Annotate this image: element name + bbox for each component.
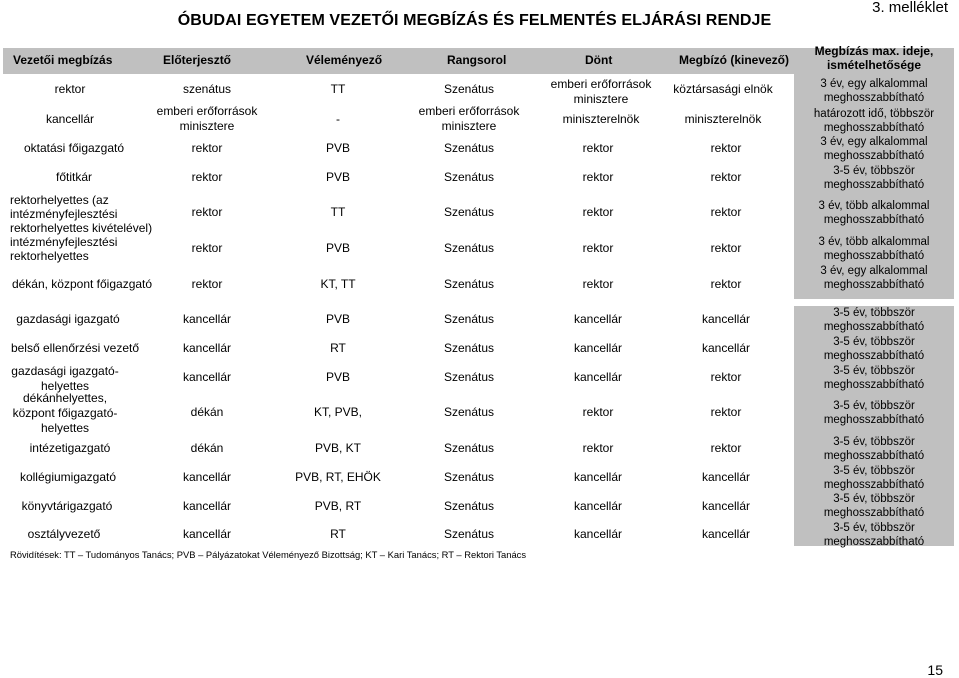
header-appointer: Megbízó (kinevező) — [679, 53, 790, 67]
cell-rh2-decider: rektor — [582, 241, 614, 255]
cell-rh1-ranker: Szenátus — [443, 205, 495, 219]
cell-line: intézményfejlesztési — [10, 235, 118, 249]
mandate-line: 3-5 év, többször — [833, 307, 915, 319]
cell-line: intézményfejlesztési — [10, 207, 118, 221]
cell-gazdh-appointer: rektor — [710, 370, 742, 384]
cell-koll-reviewer: PVB, RT, EHÖK — [295, 470, 381, 484]
mandate-fotitkar — [794, 164, 954, 192]
header-ranker: Rangsorol — [447, 53, 507, 67]
cell-gazdh-reviewer: PVB — [325, 370, 351, 384]
cell-line: rektorhelyettes kivételével) — [10, 221, 153, 235]
mandate-line: meghosszabbítható — [823, 379, 925, 391]
cell-foig-appointer: rektor — [710, 141, 742, 155]
cell-rektor-ranker: Szenátus — [443, 82, 495, 96]
header-decider: Dönt — [585, 53, 613, 67]
mandate-line: meghosszabbítható — [823, 214, 925, 226]
cell-rektor-decider — [551, 77, 652, 107]
cell-line: rektorhelyettes — [10, 249, 89, 263]
cell-konyvt-proposer: kancellár — [182, 499, 232, 513]
cell-gazd-proposer: kancellár — [182, 312, 232, 326]
cell-intezet-proposer: dékán — [190, 441, 224, 455]
mandate-foig — [794, 135, 954, 163]
mandate-line: meghosszabbítható — [823, 450, 925, 462]
cell-rh2-mandate — [10, 235, 117, 263]
cell-dekan-appointer: rektor — [710, 277, 742, 291]
cell-foig-mandate: oktatási főigazgató — [23, 141, 125, 155]
cell-fotitkar-mandate: főtitkár — [55, 170, 93, 184]
mandate-line: 3-5 év, többször — [833, 365, 915, 377]
cell-intezet-ranker: Szenátus — [443, 441, 495, 455]
mandate-line: 3-5 év, többször — [833, 165, 915, 177]
cell-rh2-proposer: rektor — [191, 241, 223, 255]
cell-intezet-appointer: rektor — [710, 441, 742, 455]
cell-rh2-reviewer: PVB — [325, 241, 351, 255]
cell-intezet-decider: rektor — [582, 441, 614, 455]
page-number: 15 — [927, 662, 943, 678]
cell-konyvt-decider: kancellár — [573, 499, 623, 513]
cell-osztaly-ranker: Szenátus — [443, 527, 495, 541]
cell-dekh-decider: rektor — [582, 405, 614, 419]
mandate-line: 3 év, több alkalommal — [818, 200, 930, 212]
mandate-line: meghosszabbítható — [823, 507, 925, 519]
cell-dekan-reviewer: KT, TT — [320, 277, 356, 291]
cell-rh2-appointer: rektor — [710, 241, 742, 255]
cell-rh1-proposer: rektor — [191, 205, 223, 219]
cell-kancellar-decider: miniszterelnök — [562, 112, 640, 126]
cell-osztaly-reviewer: RT — [330, 527, 346, 541]
cell-kancellar-mandate: kancellár — [45, 112, 95, 126]
cell-foig-proposer: rektor — [191, 141, 223, 155]
mandate-line: meghosszabbítható — [823, 122, 925, 134]
mandate-line: 3-5 év, többször — [833, 336, 915, 348]
cell-dekh-appointer: rektor — [710, 405, 742, 419]
cell-rh1-decider: rektor — [582, 205, 614, 219]
mandate-line: 3 év, egy alkalommal — [820, 136, 928, 148]
cell-osztaly-proposer: kancellár — [182, 527, 232, 541]
cell-dekan-mandate: dékán, központ főigazgató — [11, 277, 153, 291]
cell-fotitkar-appointer: rektor — [710, 170, 742, 184]
cell-gazdh-proposer: kancellár — [182, 370, 232, 384]
mandate-line: meghosszabbítható — [823, 321, 925, 333]
cell-intezet-reviewer: PVB, KT — [314, 441, 362, 455]
cell-kancellar-proposer — [157, 104, 258, 134]
mandate-gazd — [794, 306, 954, 334]
cell-belso-ranker: Szenátus — [443, 341, 495, 355]
mandate-line: meghosszabbítható — [823, 350, 925, 362]
cell-foig-decider: rektor — [582, 141, 614, 155]
cell-koll-decider: kancellár — [573, 470, 623, 484]
cell-osztaly-decider: kancellár — [573, 527, 623, 541]
mandate-line: 3-5 év, többször — [833, 522, 915, 534]
mandate-line: meghosszabbítható — [823, 92, 925, 104]
cell-konyvt-ranker: Szenátus — [443, 499, 495, 513]
cell-foig-reviewer: PVB — [325, 141, 351, 155]
cell-belso-reviewer: RT — [330, 341, 346, 355]
cell-gazdh-mandate — [11, 364, 118, 394]
header-proposer: Előterjesztő — [163, 53, 232, 67]
cell-line: minisztere — [179, 119, 235, 133]
cell-konyvt-appointer: kancellár — [701, 499, 751, 513]
cell-koll-proposer: kancellár — [182, 470, 232, 484]
cell-dekan-ranker: Szenátus — [443, 277, 495, 291]
cell-line: központ főigazgató- — [12, 406, 118, 420]
cell-rektor-mandate: rektor — [54, 82, 86, 96]
cell-kancellar-appointer: miniszterelnök — [684, 112, 762, 126]
mandate-kancellar — [794, 107, 954, 135]
cell-rektor-reviewer: TT — [330, 82, 346, 96]
mandate-rh1 — [794, 199, 954, 227]
cell-line: emberi erőforrások — [550, 77, 652, 91]
mandate-koll — [794, 464, 954, 492]
mandate-intezet — [794, 435, 954, 463]
cell-dekan-proposer: rektor — [191, 277, 223, 291]
header-max-term-line1: Megbízás max. ideje, — [814, 44, 934, 58]
cell-belso-proposer: kancellár — [182, 341, 232, 355]
cell-gazd-reviewer: PVB — [325, 312, 351, 326]
cell-foig-ranker: Szenátus — [443, 141, 495, 155]
mandate-line: meghosszabbítható — [823, 479, 925, 491]
mandate-line: határozott idő, többször — [813, 108, 935, 120]
cell-gazd-appointer: kancellár — [701, 312, 751, 326]
mandate-osztaly — [794, 521, 954, 549]
page-title: ÓBUDAI EGYETEM VEZETŐI MEGBÍZÁS ÉS FELMENTÉS ELJÁRÁSI RENDJE — [177, 12, 772, 29]
cell-rh2-ranker: Szenátus — [443, 241, 495, 255]
cell-fotitkar-ranker: Szenátus — [443, 170, 495, 184]
annex-label: 3. melléklet — [872, 0, 948, 16]
cell-kancellar-ranker — [419, 104, 520, 134]
cell-gazd-decider: kancellár — [573, 312, 623, 326]
mandate-konyvt — [794, 492, 954, 520]
mandate-dekh — [794, 399, 954, 427]
cell-line: emberi erőforrások — [156, 104, 258, 118]
cell-line: dékánhelyettes, — [22, 391, 108, 405]
cell-line: minisztere — [573, 92, 629, 106]
cell-dekh-mandate — [13, 391, 118, 436]
cell-line: emberi erőforrások — [418, 104, 520, 118]
cell-rh1-mandate — [10, 193, 152, 235]
mandate-line: meghosszabbítható — [823, 414, 925, 426]
cell-fotitkar-reviewer: PVB — [325, 170, 351, 184]
mandate-line: 3-5 év, többször — [833, 465, 915, 477]
mandate-rektor — [794, 77, 954, 105]
cell-gazdh-ranker: Szenátus — [443, 370, 495, 384]
cell-gazd-ranker: Szenátus — [443, 312, 495, 326]
cell-line: minisztere — [441, 119, 497, 133]
mandate-line: meghosszabbítható — [823, 150, 925, 162]
cell-koll-appointer: kancellár — [701, 470, 751, 484]
header-max-term-line2: ismételhetősége — [826, 58, 922, 72]
cell-gazd-mandate: gazdasági igazgató — [16, 312, 120, 326]
cell-fotitkar-proposer: rektor — [191, 170, 223, 184]
cell-rh1-appointer: rektor — [710, 205, 742, 219]
cell-koll-ranker: Szenátus — [443, 470, 495, 484]
header-max-term — [794, 44, 954, 72]
abbreviations-footnote: Rövidítések: TT – Tudományos Tanács; PVB – Pályázatokat Véleményező Bizottság; KT – Kari Tanács; RT – Rektori Tanács — [10, 549, 527, 560]
mandate-dekan — [794, 264, 954, 292]
cell-gazdh-decider: kancellár — [573, 370, 623, 384]
cell-line: helyettes — [40, 379, 90, 393]
mandate-line: 3-5 év, többször — [833, 493, 915, 505]
cell-line: gazdasági igazgató- — [11, 364, 119, 378]
cell-osztaly-mandate: osztályvezető — [27, 527, 101, 541]
cell-kancellar-reviewer: - — [336, 112, 340, 126]
cell-line: helyettes — [40, 421, 90, 435]
mandate-line: meghosszabbítható — [823, 250, 925, 262]
mandate-line: meghosszabbítható — [823, 179, 925, 191]
cell-rh1-reviewer: TT — [330, 205, 346, 219]
mandate-line: meghosszabbítható — [823, 279, 925, 291]
cell-koll-mandate: kollégiumigazgató — [19, 470, 117, 484]
cell-rektor-proposer: szenátus — [182, 82, 232, 96]
cell-belso-mandate: belső ellenőrzési vezető — [10, 341, 140, 355]
mandate-line: meghosszabbítható — [823, 536, 925, 548]
header-mandate: Vezetői megbízás — [13, 53, 113, 67]
mandate-belso — [794, 335, 954, 363]
cell-osztaly-appointer: kancellár — [701, 527, 751, 541]
mandate-line: 3 év, egy alkalommal — [820, 265, 928, 277]
mandate-line: 3-5 év, többször — [833, 436, 915, 448]
cell-dekan-decider: rektor — [582, 277, 614, 291]
mandate-line: 3 év, több alkalommal — [818, 236, 930, 248]
cell-konyvt-reviewer: PVB, RT — [314, 499, 362, 513]
cell-intezet-mandate: intézetigazgató — [29, 441, 111, 455]
cell-dekh-ranker: Szenátus — [443, 405, 495, 419]
header-reviewer: Véleményező — [306, 53, 383, 67]
cell-rektor-appointer: köztársasági elnök — [673, 82, 773, 96]
cell-belso-decider: kancellár — [573, 341, 623, 355]
mandate-line: 3 év, egy alkalommal — [820, 78, 928, 90]
cell-konyvt-mandate: könyvtárigazgató — [21, 499, 113, 513]
cell-line: rektorhelyettes (az — [10, 193, 109, 207]
mandate-rh2 — [794, 235, 954, 263]
cell-dekh-reviewer: KT, PVB, — [313, 405, 363, 419]
cell-belso-appointer: kancellár — [701, 341, 751, 355]
mandate-gazdh — [794, 364, 954, 392]
mandate-line: 3-5 év, többször — [833, 400, 915, 412]
cell-dekh-proposer: dékán — [190, 405, 224, 419]
cell-fotitkar-decider: rektor — [582, 170, 614, 184]
